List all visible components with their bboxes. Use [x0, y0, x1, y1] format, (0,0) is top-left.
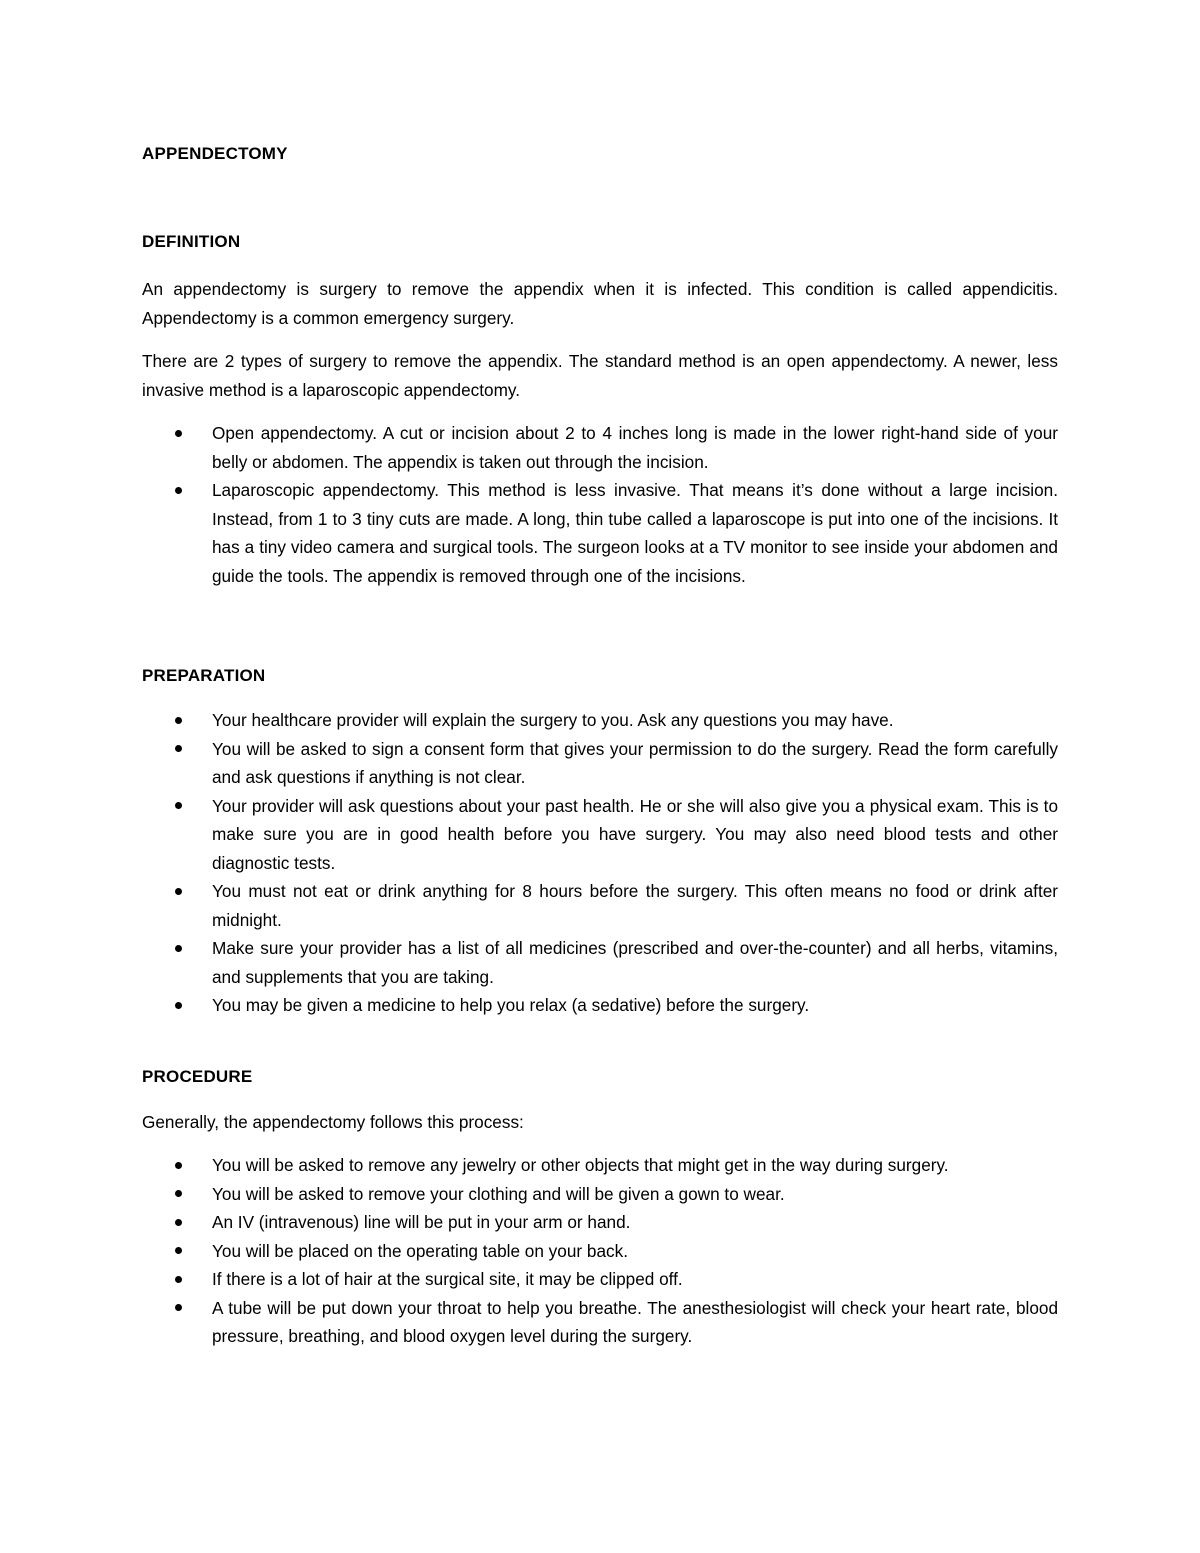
- bullet-icon: [175, 1247, 182, 1254]
- list-item: [142, 706, 1058, 735]
- list-item-text: You will be asked to sign a consent form that gives your permission to do the surgery. Read the form carefully and ask questions if anything is not clear.: [212, 738, 1058, 787]
- list-item: [142, 792, 1058, 878]
- list-item-text: You will be asked to remove your clothing and will be given a gown to wear.: [212, 1183, 785, 1204]
- bullet-icon: [175, 1002, 182, 1009]
- preparation-heading: PREPARATION: [142, 666, 266, 685]
- list-item: [142, 1151, 1058, 1180]
- bullet-icon: [175, 745, 182, 752]
- list-item-text: An IV (intravenous) line will be put in your arm or hand.: [212, 1212, 631, 1232]
- bullet-icon: [175, 430, 182, 437]
- list-item-text: Make sure your provider has a list of all medicines (prescribed and over-the-counter) and all herbs, vitamins, and supplements that you are taking.: [212, 938, 1058, 987]
- bullet-icon: [175, 1219, 182, 1226]
- definition-paragraph: An appendectomy is surgery to remove the appendix when it is infected. This condition is called appendicitis. Appendectomy is a common emergency surgery.: [142, 279, 1058, 328]
- list-item-text: You must not eat or drink anything for 8 hours before the surgery. This often means no food or drink after midnight.: [212, 881, 1058, 930]
- bullet-icon: [175, 717, 182, 724]
- list-item-text: You will be asked to remove any jewelry or other objects that might get in the way during surgery.: [212, 1155, 949, 1175]
- list-item: [142, 934, 1058, 991]
- preparation-list: [142, 706, 1058, 1020]
- list-item: [142, 1180, 1058, 1209]
- procedure-list: [142, 1151, 1058, 1351]
- list-item-text: Your provider will ask questions about your past health. He or she will also give you a physical exam. This is to make sure you are in good health before you have surgery. You may also need blood tests and other diagnostic tests.: [212, 795, 1058, 873]
- surgery-types-list: [142, 419, 1058, 590]
- list-item-text: If there is a lot of hair at the surgical site, it may be clipped off.: [212, 1269, 683, 1289]
- bullet-icon: [175, 945, 182, 952]
- procedure-intro: Generally, the appendectomy follows this process:: [142, 1112, 524, 1132]
- list-item: [142, 991, 1058, 1020]
- bullet-icon: [175, 1304, 182, 1311]
- bullet-icon: [175, 1162, 182, 1169]
- list-item: [142, 419, 1058, 476]
- list-item: [142, 1208, 1058, 1237]
- list-item: [142, 476, 1058, 590]
- bullet-icon: [175, 888, 182, 895]
- list-item-text: Open appendectomy. A cut or incision about 2 to 4 inches long is made in the lower right-hand side of your belly or abdomen. The appendix is taken out through the incision.: [212, 423, 1058, 472]
- list-item-text: Laparoscopic appendectomy. This method is less invasive. That means it’s done without a large incision. Instead, from 1 to 3 tiny cuts are made. A long, thin tube called a laparoscope is put into one of the incisions. It has a tiny video camera and surgical tools. The surgeon looks at a TV monitor to see inside your abdomen and guide the tools. The appendix is removed through one of the incisions.: [212, 480, 1058, 586]
- list-item-text: You will be placed on the operating table on your back.: [212, 1240, 628, 1261]
- list-item: [142, 1265, 1058, 1294]
- procedure-heading: PROCEDURE: [142, 1067, 253, 1086]
- list-item: [142, 735, 1058, 792]
- list-item: [142, 877, 1058, 934]
- list-item: [142, 1294, 1058, 1351]
- bullet-icon: [175, 802, 182, 809]
- surgery-types-paragraph: There are 2 types of surgery to remove the appendix. The standard method is an open appendectomy. A newer, less invasive method is a laparoscopic appendectomy.: [142, 351, 1058, 400]
- list-item-text: You may be given a medicine to help you relax (a sedative) before the surgery.: [212, 995, 810, 1015]
- list-item: [142, 1237, 1058, 1266]
- bullet-icon: [175, 487, 182, 494]
- list-item-text: Your healthcare provider will explain the surgery to you. Ask any questions you may have.: [212, 710, 894, 730]
- bullet-icon: [175, 1190, 182, 1197]
- bullet-icon: [175, 1276, 182, 1283]
- definition-heading: DEFINITION: [142, 232, 241, 251]
- list-item-text: A tube will be put down your throat to help you breathe. The anesthesiologist will check your heart rate, blood pressure, breathing, and blood oxygen level during the surgery.: [212, 1297, 1058, 1346]
- document-title: APPENDECTOMY: [142, 144, 288, 163]
